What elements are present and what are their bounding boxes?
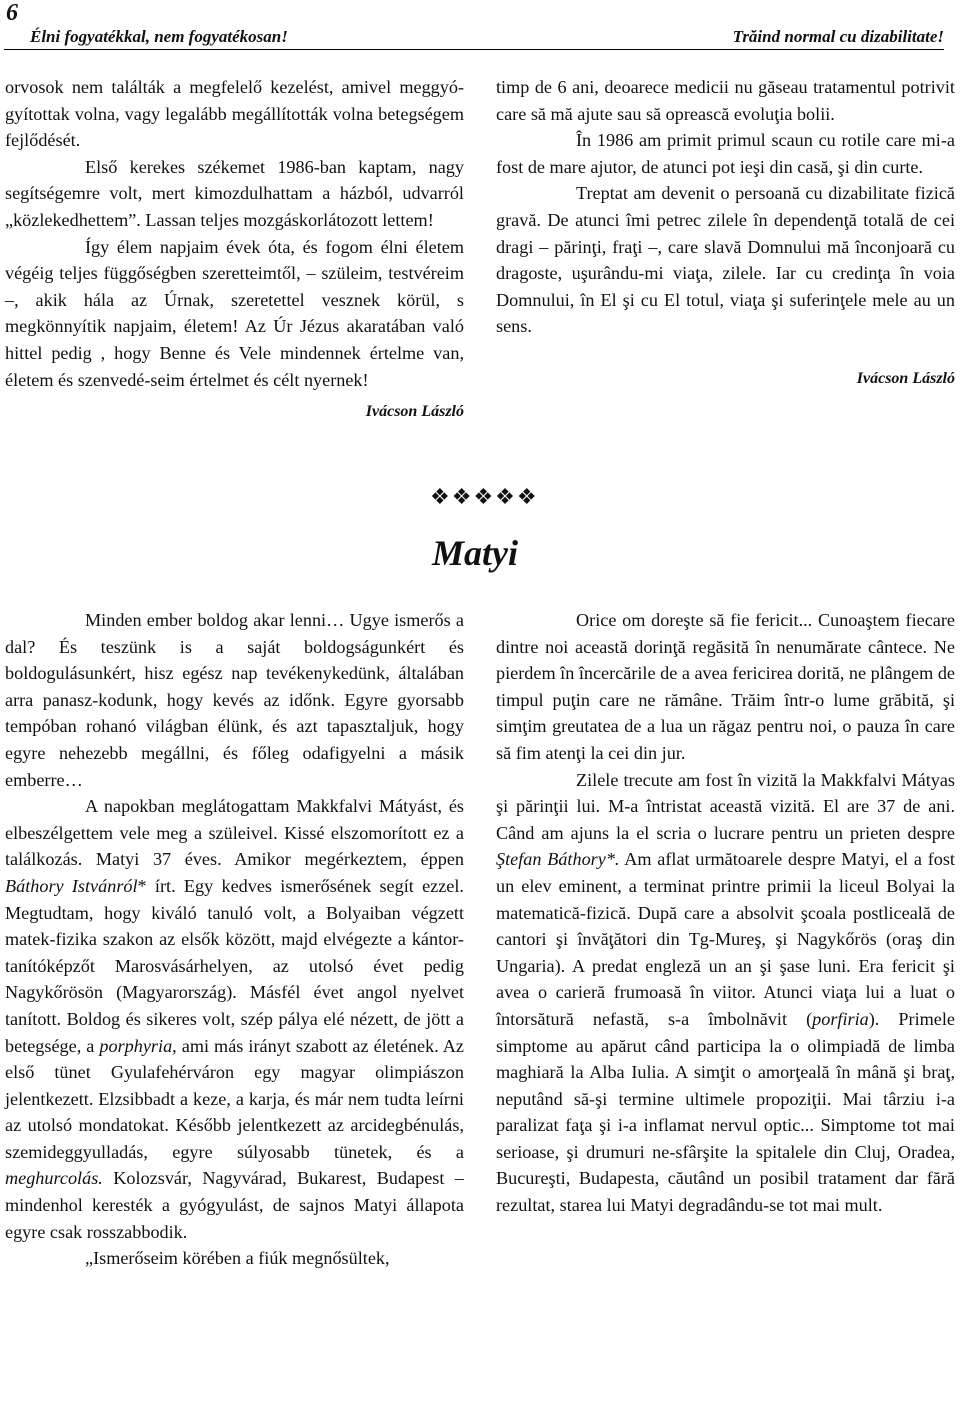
running-header-romanian: Trăind normal cu dizabilitate! [732, 27, 944, 46]
article-title: Matyi [432, 533, 518, 573]
section1-hu-paragraph-1: orvosok nem találták a megfelelő kezelést, amivel meggyó-gyítottak volna, vagy legalább megállították volna betegségem fejlődését. [5, 77, 464, 151]
section2-ro-paragraph-1: Orice om doreşte să fie fericit... Cunoaştem fiecare dintre noi această dorinţă regăsită în nenumărate cântece. Ne pierdem în încercările de a avea fericirea dorită, ne plângem de timpul puţin care ne rămâne. Trăim într-o lume grăbită, şi simţim greutatea de a lua un răgaz pentru noi, o pauza în care să fim atenţi la cei din jur. [496, 610, 955, 763]
section1-hu-signature: Ivácson László [365, 403, 464, 421]
text-run: , ami más irányt szabott az életének. Az első tünet Gyulafehérváron egy magyar olimpiászon jelentkezett. Elzsibbadt a keze, a karja, és már nem tudta leírni az utolsó mondatokat. Később jelentkezett az arcidegbénulás, szemideggyulladás, egyre súlyosabb tünetek, és a [5, 1035, 464, 1162]
section1-hungarian-column [5, 74, 464, 426]
italic-text-run: meghurcolás. [5, 1168, 103, 1189]
italic-text-run: Ştefan Báthory*. [496, 849, 620, 870]
text-run: Zilele trecute am fost în vizită la Makkfalvi Mátyas şi părinţii lui. M-a întristat această vizită. El are 37 de ani. Când am ajuns la el scria o lucrare pentru un prieten despre [496, 769, 955, 843]
section1-ro-paragraph-3: Treptat am devenit o persoană cu dizabilitate fizică gravă. De atunci îmi petrec zilele în dependenţă totală de cei dragi – părinţi, fraţi –, care slavă Domnului mă înconjoară cu dragoste, uşurându-mi viaţa, zilele. Iar cu credinţa în voia Domnului, în El şi cu El totul, viaţa şi suferinţele mele au un sens. [496, 183, 955, 337]
running-header-hungarian: Élni fogyatékkal, nem fogyatékosan! [30, 27, 288, 46]
section2-ro-paragraph-2 [496, 767, 955, 1219]
text-run: A napokban meglátogattam Makkfalvi Mátyást, és elbeszélgettem vele meg a szüleivel. Kissé elszomorított ez a találkozás. Matyi 37 éves. Amikor megérkeztem, éppen [5, 796, 464, 870]
section1-hu-paragraph-3: Így élem napjaim évek óta, és fogom élni életem végéig teljes függőségben szeretteimtől, – szüleim, testvéreim –, akik hála az Úrnak, szeretettel vesznek körül, s megkönnyítik napjaim, életem! Az Úr Jézus akaratában való hittel pedig , hogy Benne és Vele mindennek értelme van, életem és szenvedé-seim értelmet és célt nyernek! [5, 236, 464, 390]
text-run: * írt. Egy kedves ismerősének segít ezzel. Megtudtam, hogy kiváló tanuló volt, a Bolyaiban végzett matek-fizika szakon az elsők között, majd elvégezte a kántor-tanítóképzőt Marosvásárhelyen, az utolsó évet pedig Nagykőrösön (Magyarország). Másfél évet angol nyelvet tanított. Boldog és sikeres volt, szép pálya elé nézett, de jött a betegsége, a [5, 875, 464, 1056]
section-separator-ornament: ❖❖❖❖❖ [430, 484, 539, 509]
section2-romanian-column [496, 607, 955, 1219]
italic-text-run: porphyria [99, 1035, 173, 1056]
header-divider [4, 49, 944, 50]
section1-ro-signature: Ivácson László [856, 369, 955, 387]
section2-hu-paragraph-1: Minden ember boldog akar lenni… Ugye ismerős a dal? És teszünk is a saját boldogságunkért és boldogulásunkért, hisz egész nap tevékenykedünk, általában arra panasz-kodunk, hogy kevés az időnk. Egyre gyorsabb tempóban rohanó világban élünk, és azt tapasztaljuk, hogy egyre nehezebb megállni, és főleg odafigyelni a másik emberre… [5, 610, 464, 790]
page-number: 6 [6, 0, 18, 26]
section1-ro-paragraph-2: În 1986 am primit primul scaun cu rotile care mi-a fost de mare ajutor, de atunci pot ieşi din casă, şi din curte. [496, 130, 955, 177]
section2-hungarian-column [5, 607, 464, 1272]
text-run: Kolozsvár, Nagyvárad, Bukarest, Budapest – mindenhol keresték a gyógyulást, de sajnos Matyi állapota egyre csak rosszabbodik. [5, 1168, 464, 1242]
section1-romanian-column [496, 74, 955, 393]
text-run: ). Primele simptome au apărut când participa la o olimpiadă de limba maghiară la Alba Iulia. A simţit o amorţeală în mână şi braţ, neputând să-şi termine ultimele propoziţii. Mai târziu i-a paralizat faţa şi i-a inflamat nervul optic... Simptome tot mai serioase, şi drumuri ne-sfârşite la spitalele din Cluj, Oradea, Bucureşti, Budapesta, căutând un posibil tratament dar fără rezultat, starea lui Matyi degradându-se tot mai mult. [496, 1008, 955, 1216]
section2-hu-paragraph-3: „Ismerőseim körében a fiúk megnősültek, [85, 1248, 390, 1269]
section1-hu-paragraph-2: Első kerekes székemet 1986-ban kaptam, nagy segítségemre volt, mert kimozdulhattam a házból, udvarról „közlekedhettem”. Lassan teljes mozgáskorlátozott lettem! [5, 156, 464, 230]
italic-text-run: porfiria [812, 1008, 869, 1029]
section1-ro-paragraph-1: timp de 6 ani, deoarece medicii nu găseau tratamentul potrivit care să mă ajute sau să oprească evoluţia bolii. [496, 77, 955, 124]
text-run: Am aflat următoarele despre Matyi, el a fost un elev eminent, a terminat printre primii la liceul Bolyai la matematică-fizică. După care a absolvit şcoala postliceală de cantori şi învăţători din Tg-Mureş, şi Nagykőrös (oraş din Ungaria). A predat engleză un an şi şase luni. Era fericit şi avea o carieră frumoasă în viitor. Atunci viaţa lui a luat o întorsătură nefastă, s-a îmbolnăvit ( [496, 849, 955, 1029]
italic-text-run: Báthory Istvánról [5, 875, 138, 896]
section2-hu-paragraph-2 [5, 793, 464, 1245]
